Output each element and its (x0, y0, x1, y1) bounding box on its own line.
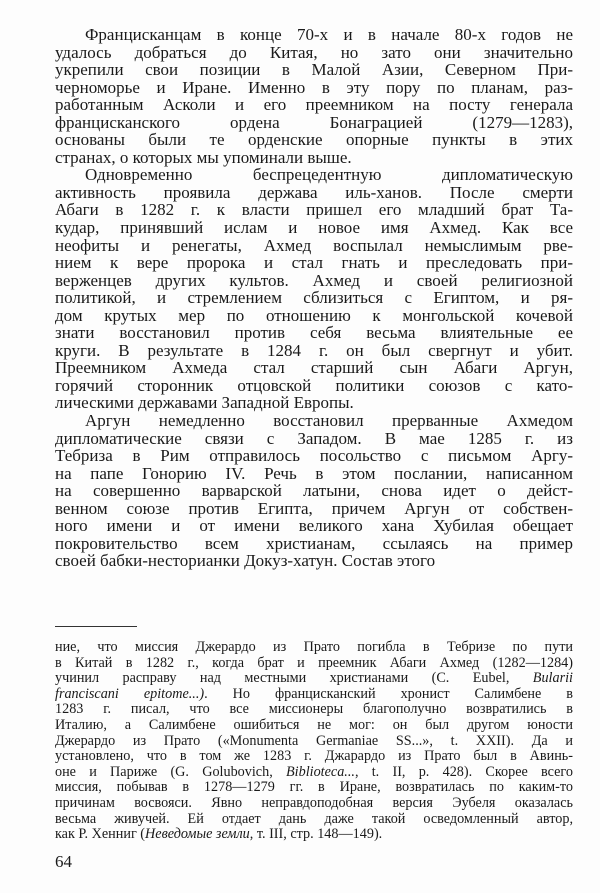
text-line: на совершенно варварской латыни, снова идет о дейст- (55, 481, 573, 501)
footnote-line (55, 671, 573, 687)
text-line: покровительство всем христианам, ссылаясь на пример (55, 533, 573, 553)
text-line: дом крутых мер по отношению к монгольской кочевой (55, 305, 573, 325)
text-line: верженцев других культов. Ахмед и своей религиозной (55, 270, 573, 290)
footnote-line (55, 796, 573, 812)
footnote-text: как Р. Хенниг ( (55, 826, 146, 843)
text-line: Одновременно беспрецедентную дипломатическую (85, 165, 573, 185)
footnote-line (55, 656, 573, 672)
footnote-line (55, 718, 573, 734)
text-line: знати восстановил против себя весьма влиятельные ее (55, 323, 573, 343)
text-line: странах, о которых мы упоминали выше. (55, 147, 352, 167)
text-line: ного имени и от имени великого хана Хубилая обещает (55, 516, 573, 536)
footnote-text: Джерардо из Прато («Monumenta Germaniae SS...», t. XXII). Да и (55, 732, 573, 749)
text-line: Преемником Ахмеда стал старший сын Абаги Аргун, (55, 358, 573, 378)
footnote-text: в Китай в 1282 г., когда брат и преемник Абаги Ахмед (1282—1284) (55, 654, 573, 671)
text-line: горячий сторонник отцовской политики союзов с като- (55, 375, 573, 395)
text-line: нием к вере пророка и стал гнать и преследовать при- (55, 253, 573, 273)
italic-citation: Biblioteca... (286, 763, 355, 780)
text-line: черноморье и Иране. Именно в эту пору по планам, раз- (55, 77, 573, 97)
footnote-line (55, 827, 573, 843)
footnote-text: , t. II, p. 428). Скорее всего (354, 763, 573, 780)
page-number: 64 (55, 852, 72, 871)
footnote (55, 640, 573, 843)
text-line: лическими державами Западной Европы. (55, 393, 354, 413)
footnote-text: Италию, а Салимбене ошибиться не мог: он был другом юности (55, 716, 573, 733)
footnote-text: учинил расправу над местными христианами (C. Eubel, (55, 670, 533, 687)
footnote-line (55, 702, 573, 718)
text-line: основаны были те орденские опорные пункты в этих (55, 130, 573, 150)
text-line: Францисканцам в конце 70-х и в начале 80-х годов не (85, 25, 573, 44)
text-line: венном союзе против Египта, причем Аргун от собствен- (55, 498, 573, 518)
italic-citation: Неведомые земли (145, 826, 250, 843)
text-line: Абаги в 1282 г. к власти пришел его младший брат Та- (55, 200, 573, 220)
footnote-divider (55, 626, 137, 627)
text-line: круги. В результате в 1284 г. он был свергнут и убит. (55, 340, 573, 360)
footnote-text: 1283 г. писал, что все миссионеры благополучно возвратились в (55, 701, 573, 718)
text-line: кудар, принявший ислам и новое имя Ахмед. Как все (55, 218, 573, 238)
italic-citation: franciscani epitome...) (55, 685, 205, 702)
footnote-text: , т. III, стр. 148—149). (249, 826, 383, 843)
footnote-text: ние, что миссия Джерардо из Прато погибла в Тебризе по пути (55, 639, 573, 655)
footnote-text: весьма живучей. Ей отдает дань даже такой осведомленный автор, (55, 810, 573, 827)
footnote-line (55, 749, 573, 765)
footnote-text: оне и Париже (G. Golubovich, (55, 763, 286, 780)
footnote-text: . Но францисканский хронист Салимбене в (204, 685, 573, 702)
footnote-line (55, 780, 573, 796)
text-line: своей бабки-несторианки Докуз-хатун. Состав этого (55, 551, 436, 571)
text-line: неофиты и ренегаты, Ахмед воспылал немыслимым рве- (55, 235, 573, 255)
text-line: францисканского ордена Бонаграцией (1279—1283), (55, 112, 573, 132)
text-line: на папе Гонорию IV. Речь в этом послании, написанном (55, 463, 573, 483)
footnote-line (55, 687, 573, 703)
text-line: дипломатические связи с Западом. В мае 1285 г. из (55, 428, 573, 448)
footnote-text: миссия, побывав в 1278—1279 гг. в Иране, возвратилась по каким-то (55, 779, 573, 796)
footnote-line (55, 765, 573, 781)
text-line: Тебриза в Рим отправилось посольство с письмом Аргу- (55, 446, 573, 466)
text-line: активность проявила держава иль-ханов. После смерти (55, 182, 573, 202)
text-line: политикой, и стремлением сблизиться с Египтом, и ря- (55, 288, 573, 308)
text-line: укрепили свои позиции в Малой Азии, Северном При- (55, 60, 573, 80)
italic-citation: Bularii (532, 670, 573, 687)
text-line: удалось добраться до Китая, но зато они значительно (55, 42, 573, 62)
footnote-line (55, 734, 573, 750)
footnote-text: установлено, что в том же 1283 г. Джарардо из Прато был в Авинь- (55, 748, 573, 765)
footnote-line (55, 640, 573, 656)
main-text (55, 26, 573, 570)
footnote-line (55, 812, 573, 828)
text-line: работанным Асколи и его преемником на посту генерала (55, 95, 573, 115)
text-line: Аргун немедленно восстановил прерванные Ахмедом (85, 411, 573, 431)
footnote-text: причинам восвояси. Явно неправдоподобная версия Эубеля оказалась (55, 794, 573, 811)
